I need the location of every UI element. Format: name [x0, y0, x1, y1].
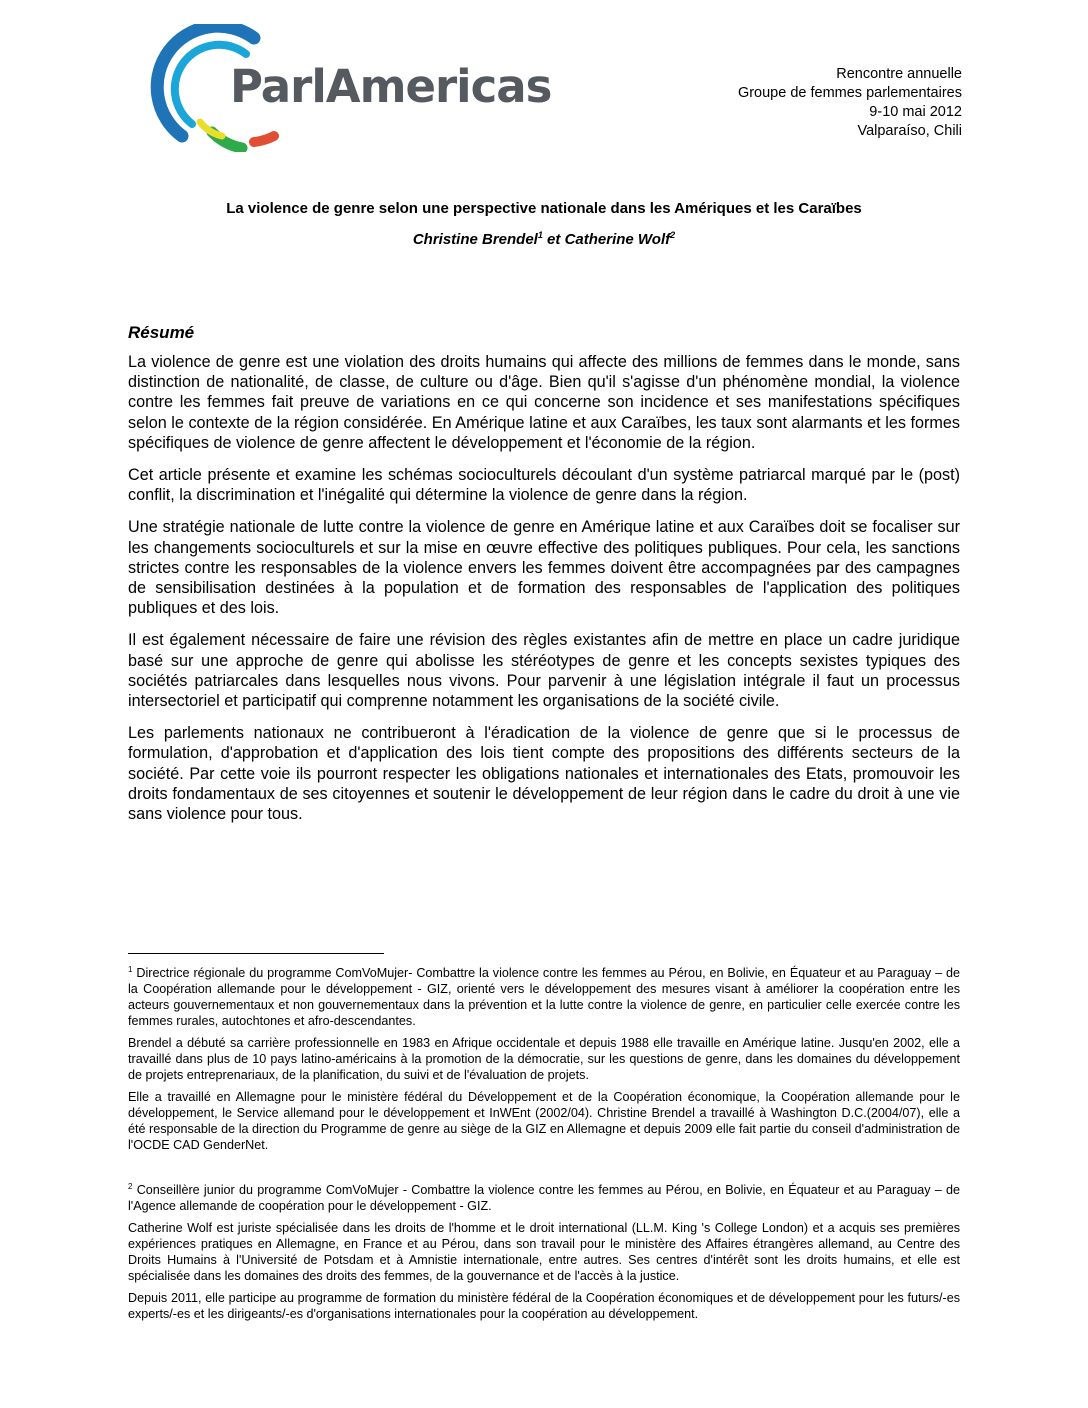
summary-body [128, 352, 960, 836]
footnote-number: 1 [128, 965, 133, 974]
footnotes [128, 962, 960, 1328]
author-conjunction: et [542, 231, 565, 248]
summary-heading: Résumé [128, 323, 195, 342]
meeting-line: Rencontre annuelle [836, 66, 962, 82]
paragraph: La violence de genre est une violation des droits humains qui affecte des millions de femmes dans le monde, sans distinction de nationalité, de classe, de culture ou d'âge. Bien qu'il s'agisse d'un phénomène mondial, la violence contre les femmes fait preuve de variations en ce qui concerne son incidence et ses manifestations spécifiques selon le contexte de la région considérée. En Amérique latine et aux Caraïbes, les taux sont alarmants et les formes spécifiques de violence de genre affectent le développement et l'économie de la région. [128, 353, 960, 452]
parlamericas-logo [142, 24, 592, 152]
paragraph: Il est également nécessaire de faire une révision des règles existantes afin de mettre en place un cadre juridique basé sur une approche de genre qui abolisse les stéréotypes de genre et les concepts sexistes typiques des sociétés patriarcales dans lesquelles nous vivons. Pour parvenir à une législation intégrale il faut un processus intersectoriel et participatif qui comprenne notamment les organisations de la société civile. [128, 631, 960, 711]
meeting-line: 9-10 mai 2012 [869, 104, 962, 120]
footnote-mark: 2 [670, 230, 676, 240]
footnote-2 [128, 1179, 960, 1214]
meeting-line: Valparaíso, Chili [857, 123, 962, 139]
meeting-info [738, 65, 962, 141]
footnote-mark: 1 [537, 230, 543, 240]
footnote-text: Catherine Wolf est juriste spécialisée dans les droits de l'homme et le droit international (LL.M. King 's College London) et a acquis ses premières expériences pratiques en Allemagne, en France et au Pérou, dans son travail pour le ministère des Affaires étrangères allemand, au Centre des Droits Humains à l'Université de Potsdam et à Amnistie internationale, entre autres. Ses centres d'intérêt sont les droits humains, et elle est spécialisée dans les domaines des droits des femmes, de la gouvernance et de l'accès à la justice. [128, 1221, 960, 1284]
meeting-line: Groupe de femmes parlementaires [737, 85, 962, 101]
paragraph: Les parlements nationaux ne contribueront à l'éradication de la violence de genre que si le processus de formulation, d'approbation et d'application des lois tient compte des propositions des différents secteurs de la société. Par cette voie ils pourront respecter les obligations nationales et internationales des Etats, promouvoir les droits fondamentaux de ses citoyennes et soutenir le développement de leur région dans le cadre du droit à une vie sans violence pour tous. [128, 724, 960, 824]
logo-wordmark: ParlAmericas [230, 60, 552, 113]
paragraph: Une stratégie nationale de lutte contre la violence de genre en Amérique latine et aux Caraïbes doit se focaliser sur les changements socioculturels et sur la mise en œuvre effective des politiques publiques. Pour cela, les sanctions strictes contre les responsables de la violence envers les femmes doivent être accompagnées par des campagnes de sensibilisation destinées à la population et de formation des responsables de l'application des politiques publiques et des lois. [128, 518, 960, 618]
paragraph: Cet article présente et examine les schémas socioculturels découlant d'un système patriarcal marqué par le (post) conflit, la discrimination et l'inégalité qui détermine la violence de genre dans la région. [128, 466, 960, 505]
footnote-text: Conseillère junior du programme ComVoMujer - Combattre la violence contre les femmes au Pérou, en Bolivie, en Équateur et au Paraguay – de l'Agence allemande de coopération pour le développement - GIZ. [128, 1183, 960, 1214]
footnote-text: Brendel a débuté sa carrière professionnelle en 1983 en Afrique occidentale et depuis 1988 elle travaille en Amérique latine. Jusqu'en 2002, elle a travaillé dans plus de 10 pays latino-américains à la promotion de la démocratie, sur les questions de genre, dans les domaines du développement de projets entreprenariaux, de la planification, du suivi et de l'évaluation de projets. [128, 1036, 960, 1083]
authors-line [0, 230, 1088, 248]
footnote-separator [128, 953, 384, 954]
footnote-text: Elle a travaillé en Allemagne pour le ministère fédéral du Développement et de la Coopération économique, la Coopération allemande pour le développement, le Service allemand pour le développement et InWEnt (2002/04). Christine Brendel a travaillé à Washington D.C.(2004/07), elle a été responsable de la direction du Programme de genre au siège de la GIZ en Allemagne et depuis 2009 elle fait partie du conseil d'administration de l'OCDE CAD GenderNet. [128, 1090, 960, 1153]
footnote-1 [128, 962, 960, 1029]
document-title: La violence de genre selon une perspective nationale dans les Amériques et les Caraïbes [226, 200, 862, 217]
author-name: Christine Brendel [412, 231, 538, 248]
author-name: Catherine Wolf [564, 231, 671, 248]
footnote-text: Directrice régionale du programme ComVoMujer- Combattre la violence contre les femmes au Pérou, en Bolivie, en Équateur et au Paraguay – de la Coopération allemande pour le développement - GIZ, orienté vers le développement des mesures visant à améliorer la coopération entre les acteurs gouvernementaux et non gouvernementaux dans la prévention et la lutte contre la violence de genre, en particulier celle exercée contre les femmes rurales, autochtones et afro-descendantes. [128, 966, 960, 1029]
footnote-text: Depuis 2011, elle participe au programme de formation du ministère fédéral de la Coopération économiques et de développement pour les futurs/-es experts/-es et les dirigeants/-es d'organisations internationales pour la coopération au développement. [128, 1291, 960, 1322]
footnote-number: 2 [128, 1182, 133, 1192]
